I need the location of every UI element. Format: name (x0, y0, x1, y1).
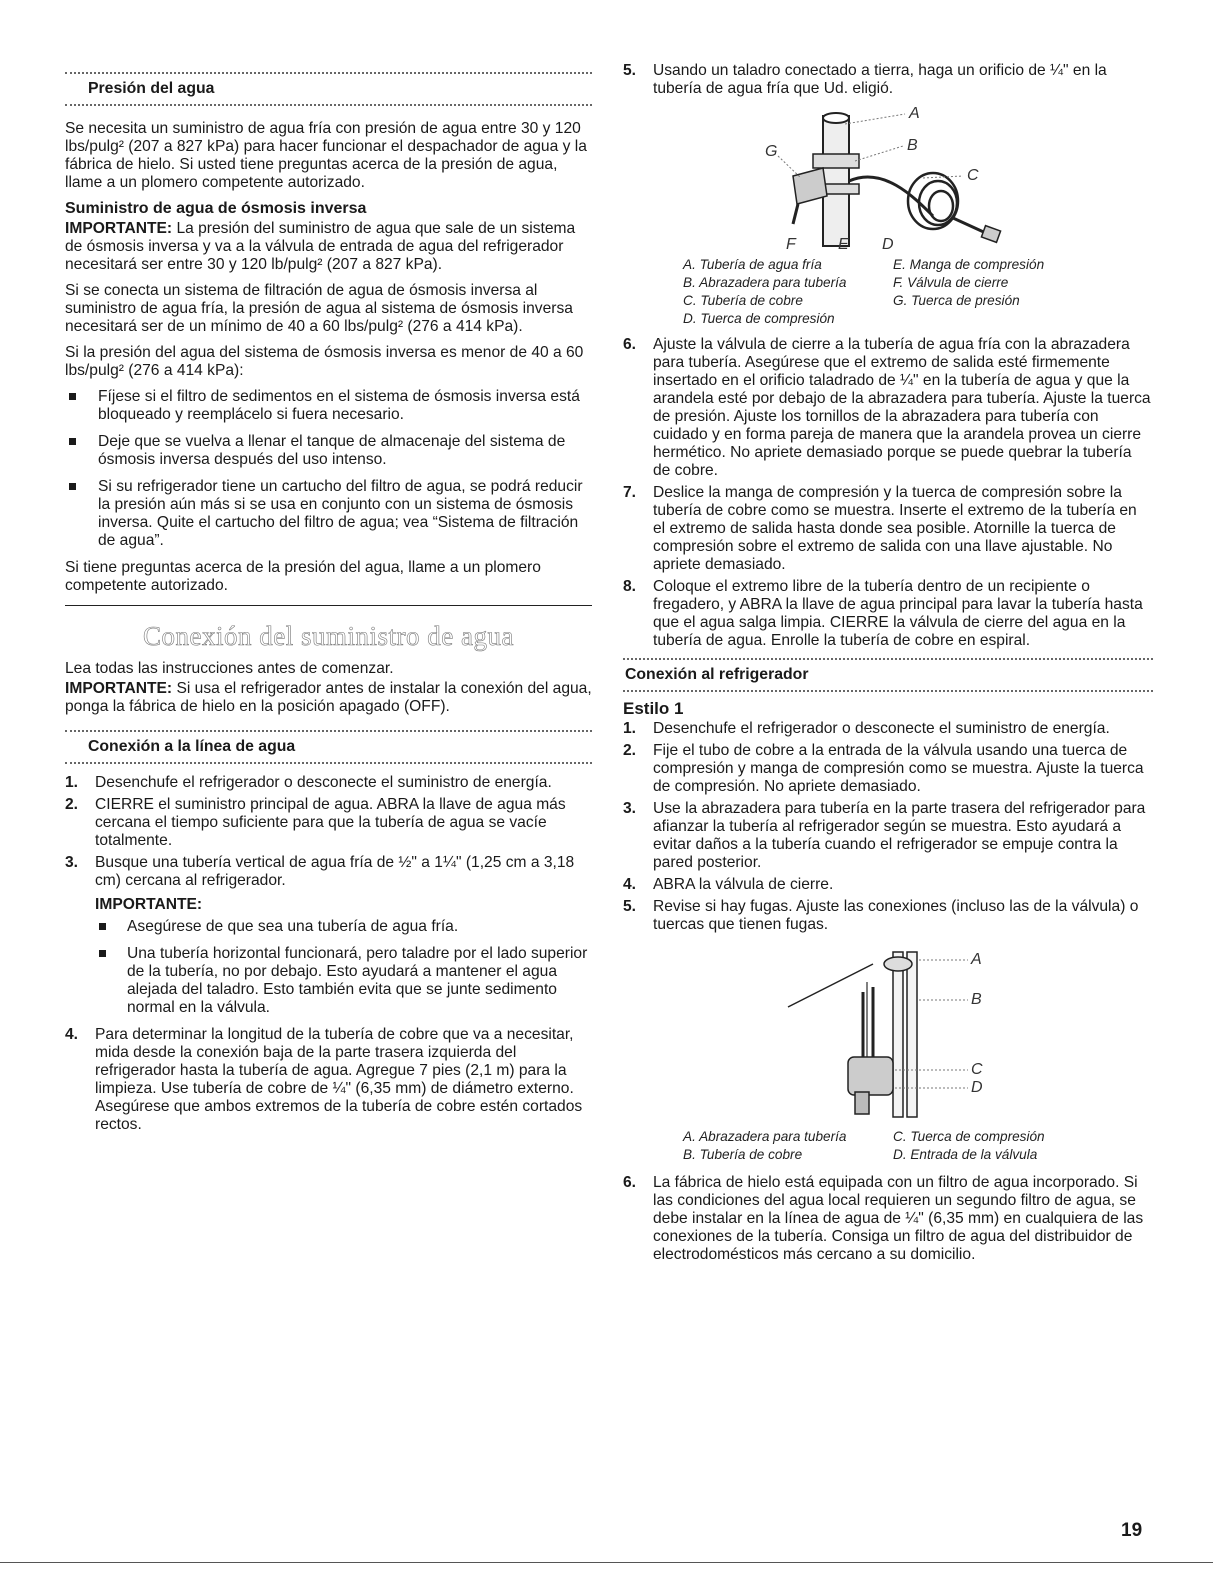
figure-label: F (786, 236, 796, 253)
caption-item: F. Válvula de cierre (893, 275, 1009, 290)
figure-label: D (882, 236, 894, 253)
step-number: 2. (65, 796, 79, 813)
paragraph: Si tiene preguntas acerca de la presión del agua, llame a un plomero competente autorizado. (65, 559, 541, 594)
steps-list (65, 774, 592, 1134)
important-text: Si usa el refrigerador antes de instalar la conexión del agua, ponga la fábrica de hielo en la posición apagado (OFF). (65, 680, 592, 715)
caption-item: B. Tubería de cobre (683, 1147, 803, 1162)
important-label: IMPORTANTE: (95, 896, 203, 913)
step-number: 8. (623, 578, 637, 595)
step-text: Para determinar la longitud de la tubería de cobre que va a necesitar, mida desde la conexión baja de la parte trasera izquierda del refrigerador hasta la tubería de agua. Agregue 7 pies (2,1 m) para la limpieza. Use tubería de cobre de ¼" (6,35 mm) de diámetro externo. Asegúrese que ambos extremos de la tubería de cobre estén cortados rectos. (95, 1026, 583, 1133)
list-item (623, 898, 1153, 934)
caption-item: D. Entrada de la válvula (893, 1147, 1038, 1162)
caption-item: A. Tubería de agua fría (683, 257, 822, 272)
figure-label: C (967, 167, 979, 184)
list-item: Una tubería horizontal funcionará, pero taladre por el lado superior de la tubería, no por debajo. Esto ayudará a mantener el agua alejada del taladro. Esto también evita que se junte sedimento normal en la válvula. (95, 945, 592, 1017)
caption-item: D. Tuerca de compresión (683, 311, 835, 326)
style-heading: Estilo 1 (623, 699, 684, 718)
section-title: Conexión del suministro de agua (143, 621, 514, 651)
step-text: Fije el tubo de cobre a la entrada de la válvula usando una tuerca de compresión y manga de compresión como se muestra. Ajuste la tuerca de compresión. No apriete demasiado. (653, 742, 1144, 795)
caption-item: E. Manga de compresión (893, 257, 1045, 272)
figure-label: C (971, 1061, 983, 1078)
step-number: 5. (623, 898, 637, 915)
ro-heading: Suministro de agua de ósmosis inversa (65, 200, 367, 217)
list-item (623, 1174, 1153, 1264)
paragraph: Si la presión del agua del sistema de ósmosis inversa es menor de 40 a 60 lbs/pulg² (276 a 414 kPa): (65, 344, 584, 379)
list-item: Asegúrese de que sea una tubería de agua fría. (95, 918, 592, 936)
bullet-list (95, 918, 592, 1017)
figure-caption (683, 1128, 1153, 1164)
step-number: 2. (623, 742, 637, 759)
steps-list (623, 62, 1153, 98)
step-text: Ajuste la válvula de cierre a la tubería de agua fría con la abrazadera para tubería. Asegúrese que el extremo de salida esté firmemente insertado en el orificio taladrado de ¼" en la tubería de agua y que la arandela esté por debajo de la abrazadera para tubería. Ajuste la tuerca de presión. Ajuste los tornillos de la abrazadera para tubería con cuidado y en forma pareja de manera que la arandela provea un cierre hermético. No apriete demasiado porque se puede quebrar la tubería de cobre. (653, 336, 1151, 479)
step-number: 6. (623, 1174, 637, 1191)
step-number: 6. (623, 336, 637, 353)
valve-inlet-figure (623, 942, 1153, 1122)
divider (623, 658, 1153, 660)
step-text: La fábrica de hielo está equipada con un filtro de agua incorporado. Si las condiciones del agua local requieren un segundo filtro de agua, se debe instalar en la línea de agua de ¼" (6,35 mm) en cualquiera de las conexiones de la tubería. Consiga un filtro de agua del distribuidor de electrodomésticos más cercano a su domicilio. (653, 1174, 1144, 1263)
step-text: Deslice la manga de compresión y la tuerca de compresión sobre la tubería de cobre como se muestra. Inserte el extremo de la tubería en el extremo de salida hasta donde sea posible. Atornille la tuerca de compresión sobre el extremo de salida con una llave ajustable. No apriete demasiado. (653, 484, 1137, 573)
step-number: 4. (623, 876, 637, 893)
caption-item: C. Tubería de cobre (683, 293, 803, 308)
paragraph (65, 220, 592, 274)
list-item (623, 336, 1153, 480)
paragraph: Lea todas las instrucciones antes de comenzar. (65, 660, 394, 677)
step-number: 5. (623, 62, 637, 79)
list-item (65, 774, 592, 792)
left-column (65, 58, 592, 1142)
step-text: Desenchufe el refrigerador o desconecte el suministro de energía. (95, 774, 552, 791)
step-number: 1. (65, 774, 79, 791)
list-item: Si su refrigerador tiene un cartucho del filtro de agua, se podrá reducir la presión aún más si se usa en conjunto con un sistema de ósmosis inversa. Quite el cartucho del filtro de agua; vea “Sistema de filtración de agua”. (65, 478, 592, 550)
list-item (623, 742, 1153, 796)
list-item (623, 578, 1153, 650)
divider (65, 104, 592, 106)
paragraph: Si se conecta un sistema de filtración de agua de ósmosis inversa al suministro de agua fría, la presión de agua al sistema de ósmosis inversa necesitará ser de un mínimo de 40 a 60 lbs/pulg² (276 a 414 kPa). (65, 282, 573, 335)
section-rule (65, 605, 592, 606)
list-item (65, 1026, 592, 1134)
fridge-heading: Conexión al refrigerador (625, 666, 809, 683)
list-item (623, 62, 1153, 98)
right-column (623, 58, 1153, 1272)
figure-label: D (971, 1079, 983, 1096)
step-number: 4. (65, 1026, 79, 1043)
paragraph (65, 680, 592, 716)
caption-item: A. Abrazadera para tubería (683, 1129, 847, 1144)
figure-label: A (909, 106, 920, 122)
list-item (65, 796, 592, 850)
list-item: Deje que se vuelva a llenar el tanque de almacenaje del sistema de ósmosis inversa después del uso intenso. (65, 433, 592, 469)
step-number: 7. (623, 484, 637, 501)
list-item (623, 876, 1153, 894)
figure-label: G (765, 143, 778, 160)
list-item (623, 720, 1153, 738)
step-number: 3. (623, 800, 637, 817)
figure-label: B (971, 991, 982, 1008)
step-text: CIERRE el suministro principal de agua. ABRA la llave de agua más cercana el tiempo suficiente para que la tubería de agua se vacíe totalmente. (95, 796, 566, 849)
steps-list (623, 336, 1153, 650)
divider (623, 690, 1153, 692)
step-text: Use la abrazadera para tubería en la parte trasera del refrigerador para afianzar la tubería al refrigerador según se muestra. Esto ayudará a evitar daños a la tubería cuando el refrigerador se empuje contra la pared posterior. (653, 800, 1146, 871)
bullet-list (65, 388, 592, 550)
step-text: Coloque el extremo libre de la tubería dentro de un recipiente o fregadero, y ABRA la llave de agua principal para lavar la tubería hasta que el agua salga limpia. CIERRE la válvula de cierre del agua en la tubería de agua. Enrolle la tubería de cobre en espiral. (653, 578, 1143, 649)
shutoff-valve-illustration (623, 106, 1153, 256)
list-item (623, 484, 1153, 574)
divider (65, 762, 592, 764)
step-text: Revise si hay fugas. Ajuste las conexiones (incluso las de la válvula) o tuercas que tienen fugas. (653, 898, 1139, 933)
caption-item: G. Tuerca de presión (893, 293, 1020, 308)
valve-inlet-illustration (623, 942, 1153, 1122)
shutoff-valve-figure (623, 106, 1153, 256)
step-number: 3. (65, 854, 79, 871)
paragraph: Se necesita un suministro de agua fría con presión de agua entre 30 y 120 lbs/pulg² (207 a 827 kPa) para hacer funcionar el despachador de agua y la fábrica de hielo. Si usted tiene preguntas acerca de la presión de agua, llame a un plomero competente autorizado. (65, 120, 587, 191)
step-text: Usando un taladro conectado a tierra, haga un orificio de ¼" en la tubería de agua fría que Ud. eligió. (653, 62, 1107, 97)
divider (65, 72, 592, 74)
page-number: 19 (1121, 1520, 1143, 1541)
list-item: Fíjese si el filtro de sedimentos en el sistema de ósmosis inversa está bloqueado y reemplácelo si fuera necesario. (65, 388, 592, 424)
divider (65, 730, 592, 732)
caption-item: C. Tuerca de compresión (893, 1129, 1045, 1144)
steps-list (623, 720, 1153, 934)
step-number: 1. (623, 720, 637, 737)
step-text: Busque una tubería vertical de agua fría de ½" a 1¼" (1,25 cm a 3,18 cm) cercana al refrigerador. (95, 854, 575, 889)
footer-rule (0, 1562, 1213, 1563)
line-heading: Conexión a la línea de agua (88, 738, 296, 755)
figure-caption (683, 256, 1153, 328)
step-text: ABRA la válvula de cierre. (653, 876, 834, 893)
step-text: Desenchufe el refrigerador o desconecte el suministro de energía. (653, 720, 1110, 737)
water-pressure-heading: Presión del agua (88, 80, 215, 97)
caption-item: B. Abrazadera para tubería (683, 275, 847, 290)
figure-label: B (907, 137, 918, 154)
figure-label: A (971, 951, 982, 968)
list-item (623, 800, 1153, 872)
important-label: IMPORTANTE: (65, 680, 173, 697)
list-item (65, 854, 592, 1017)
important-label: IMPORTANTE: (65, 220, 173, 237)
steps-list (623, 1174, 1153, 1264)
important-text: La presión del suministro de agua que sale de un sistema de ósmosis inversa y va a la válvula de entrada de agua del refrigerador necesitará ser entre 30 y 120 lb/pulg² (207 a 827 kPa). (65, 220, 576, 273)
figure-label: E (838, 236, 849, 253)
